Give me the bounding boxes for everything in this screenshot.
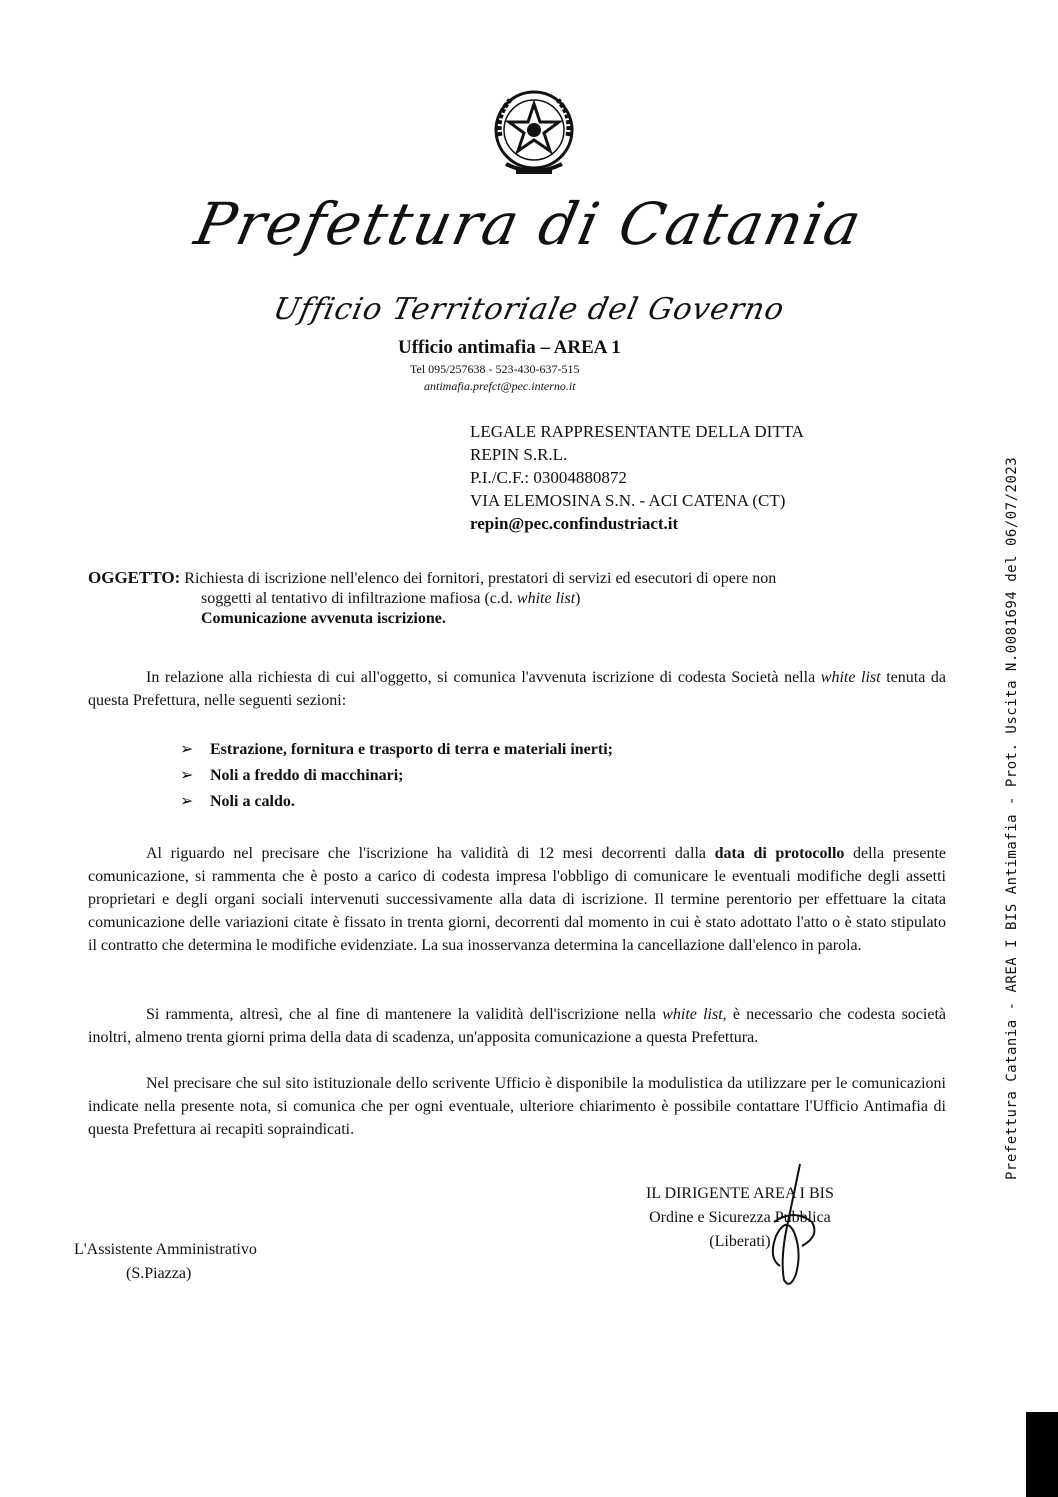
prefettura-title: Prefettura di Catania: [189, 190, 869, 258]
pec-address: antimafia.prefct@pec.interno.it: [424, 379, 576, 393]
paragraph-intro: In relazione alla richiesta di cui all'oggetto, si comunica l'avvenuta iscrizione di codesta Società nella white list tenuta da questa Prefettura, nelle seguenti sezioni:: [88, 669, 946, 709]
recipient-block: [470, 420, 804, 535]
director-dept: Ordine e Sicurezza Pubblica: [649, 1209, 831, 1226]
subject-communication: Comunicazione avvenuta iscrizione.: [201, 610, 446, 627]
office-name: Ufficio antimafia – AREA 1: [398, 337, 621, 358]
arrow-bullet-icon: ➢: [180, 793, 194, 810]
paragraph-validity: Al riguardo nel precisare che l'iscrizione ha validità di 12 mesi decorrenti dalla data di protocollo della presente comunicazione, si rammenta che è posto a carico di codesta impresa l'obbligo di comunicare le eventuali modifiche degli assetti proprietari e degli organi sociali intervenuti successivamente alla data di iscrizione. Il termine perentorio per effettuare la citata comunicazione delle variazioni citate è fissato in trenta giorni, decorrenti dal momento in cui è stato adottato l'atto o è stato stipulato il contratto che determina le modifiche evidenziate. La sua inosservanza determina la cancellazione dall'elenco in parola.: [88, 845, 947, 954]
subject-italic: white list: [516, 590, 576, 607]
recipient-address: VIA ELEMOSINA S.N. - ACI CATENA (CT): [470, 491, 786, 510]
assistant-block: [74, 1238, 257, 1286]
arrow-bullet-icon: ➢: [180, 741, 194, 758]
paragraph-contact: Nel precisare che sul sito istituzionale dello scrivente Ufficio è disponibile la modulistica da utilizzare per le comunicazioni indicate nella presente nota, si comunica che per ogni eventuale, ulteriore chiarimento è possibile contattare l'Ufficio Antimafia di questa Prefettura ai recapiti sopraindicati.: [88, 1075, 946, 1138]
arrow-bullet-icon: ➢: [180, 767, 194, 784]
assistant-name: (S.Piazza): [126, 1265, 192, 1282]
recipient-company: REPIN S.R.L.: [470, 445, 568, 464]
list-item: ➢ Estrazione, fornitura e trasporto di terra e materiali inerti;: [180, 737, 613, 763]
sections-list: [180, 737, 613, 815]
scan-border-mark: [1026, 1412, 1058, 1497]
subject-line: Richiesta di iscrizione nell'elenco dei fornitori, prestatori di servizi ed esecutori di opere non: [184, 570, 777, 587]
list-item: ➢ Noli a freddo di macchinari;: [180, 763, 613, 789]
director-name: (Liberati): [709, 1233, 771, 1250]
list-item: ➢ Noli a caldo.: [180, 789, 613, 815]
recipient-line: LEGALE RAPPRESENTANTE DELLA DITTA: [470, 422, 804, 441]
ufficio-subtitle: Ufficio Territoriale del Governo: [270, 292, 788, 327]
recipient-vat: P.I./C.F.: 03004880872: [470, 468, 627, 487]
subject-block: [88, 568, 948, 629]
phone-numbers: Tel 095/257638 - 523-430-637-515: [410, 362, 580, 376]
handwritten-signature-icon: [750, 1162, 830, 1292]
recipient-email: repin@pec.confindustriact.it: [470, 514, 679, 533]
assistant-role: L'Assistente Amministrativo: [74, 1241, 257, 1258]
paragraph-renewal: Si rammenta, altresì, che al fine di mantenere la validità dell'iscrizione nella white list, è necessario che codesta società inoltri, almeno trenta giorni prima della data di scadenza, un'apposita comunicazione a questa Prefettura.: [88, 1006, 946, 1046]
director-title: IL DIRIGENTE AREA I BIS: [646, 1185, 834, 1202]
protocol-stamp: Prefettura Catania - AREA I BIS Antimafia - Prot. Uscita N.0081694 del 06/07/2023: [1004, 456, 1020, 1180]
subject-label: OGGETTO:: [88, 568, 181, 587]
subject-line: ): [575, 590, 581, 607]
italian-republic-emblem-icon: [488, 86, 580, 182]
subject-line: soggetti al tentativo di infiltrazione mafiosa (c.d.: [201, 590, 517, 607]
